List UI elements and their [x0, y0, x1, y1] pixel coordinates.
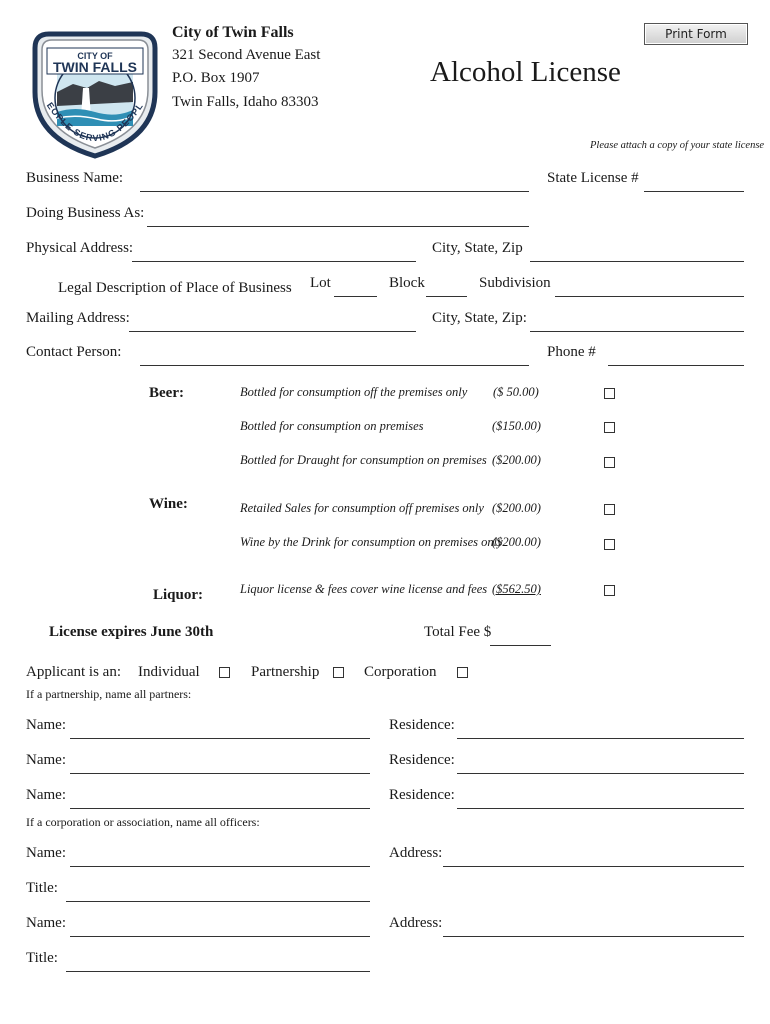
officer-1-address-underline — [443, 866, 744, 867]
partner-2-residence-label: Residence: — [389, 752, 455, 768]
option-beer-draught-fee: ($200.00) — [492, 453, 541, 467]
partner-1-name-input[interactable] — [70, 719, 369, 737]
officer-1-title-input[interactable] — [66, 882, 369, 900]
officer-2-title-input[interactable] — [66, 952, 369, 970]
block-input[interactable] — [426, 278, 467, 296]
mailing-city-state-zip-input[interactable] — [530, 312, 744, 330]
partner-3-residence-label: Residence: — [389, 787, 455, 803]
mailing-city-state-zip-underline — [530, 331, 744, 332]
physical-address-underline — [132, 261, 416, 262]
liquor-heading: Liquor: — [153, 587, 204, 603]
license-expiry-note: License expires June 30th — [49, 624, 214, 640]
option-beer-off-premises-desc: Bottled for consumption off the premises only — [240, 385, 468, 399]
partner-3-name-label: Name: — [26, 787, 66, 803]
partner-1-residence-label: Residence: — [389, 717, 455, 733]
partner-3-name-input[interactable] — [70, 789, 369, 807]
phone-label: Phone # — [547, 344, 596, 360]
option-beer-on-premises-desc: Bottled for consumption on premises — [240, 419, 424, 433]
officer-1-title-label: Title: — [26, 880, 58, 896]
contact-person-label: Contact Person: — [26, 344, 122, 360]
beer-heading: Beer: — [149, 385, 184, 401]
officer-1-name-label: Name: — [26, 845, 66, 861]
dba-underline — [147, 226, 529, 227]
partner-3-residence-underline — [457, 808, 744, 809]
logo-top-text: CITY OF — [77, 51, 113, 61]
lot-label: Lot — [310, 275, 331, 291]
physical-address-label: Physical Address: — [26, 240, 134, 256]
applicant-type-label: Applicant is an: — [26, 664, 121, 680]
partner-2-name-label: Name: — [26, 752, 66, 768]
subdivision-input[interactable] — [555, 278, 744, 296]
option-liquor-fee: ($562.50) — [492, 582, 541, 596]
individual-label: Individual — [138, 664, 200, 680]
state-license-input[interactable] — [644, 172, 744, 190]
partnership-checkbox[interactable] — [333, 667, 344, 678]
physical-address-input[interactable] — [132, 242, 415, 260]
officer-2-name-input[interactable] — [70, 917, 369, 935]
lot-underline — [334, 296, 377, 297]
partner-2-name-underline — [70, 773, 370, 774]
city-state-zip-label: City, State, Zip — [432, 240, 523, 256]
form-title: Alcohol License — [430, 56, 621, 88]
logo-motto-text: EOPLE SERVING PEOPL — [44, 100, 146, 144]
business-name-label: Business Name: — [26, 170, 124, 186]
option-beer-off-premises-fee: ($ 50.00) — [493, 385, 539, 399]
partner-1-name-underline — [70, 738, 370, 739]
officer-2-name-underline — [70, 936, 370, 937]
partner-1-residence-input[interactable] — [457, 719, 744, 737]
dba-input[interactable] — [147, 207, 528, 225]
total-fee-label: Total Fee $ — [424, 624, 492, 640]
option-wine-retail-fee: ($200.00) — [492, 501, 541, 515]
partner-1-residence-underline — [457, 738, 744, 739]
address-line-3: Twin Falls, Idaho 83303 — [172, 94, 319, 110]
option-beer-on-premises-checkbox[interactable] — [604, 422, 615, 433]
option-wine-by-drink-desc: Wine by the Drink for consumption on premises only — [240, 535, 503, 549]
city-state-zip-input[interactable] — [530, 242, 744, 260]
city-logo — [27, 26, 163, 160]
business-name-underline — [140, 191, 529, 192]
option-wine-retail-checkbox[interactable] — [604, 504, 615, 515]
option-liquor-desc: Liquor license & fees cover wine license and fees — [240, 582, 488, 596]
legal-description-label: Legal Description of Place of Business — [58, 280, 292, 296]
mailing-address-underline — [129, 331, 416, 332]
logo-name-text: TWIN FALLS — [53, 59, 137, 75]
option-beer-draught-checkbox[interactable] — [604, 457, 615, 468]
option-beer-off-premises-checkbox[interactable] — [604, 388, 615, 399]
mailing-address-input[interactable] — [129, 312, 415, 330]
partners-note: If a partnership, name all partners: — [26, 687, 192, 701]
option-wine-by-drink-checkbox[interactable] — [604, 539, 615, 550]
block-underline — [426, 296, 467, 297]
corporation-label: Corporation — [364, 664, 437, 680]
partner-1-name-label: Name: — [26, 717, 66, 733]
phone-underline — [608, 365, 744, 366]
subdivision-label: Subdivision — [479, 275, 551, 291]
partner-3-name-underline — [70, 808, 370, 809]
officers-note: If a corporation or association, name all officers: — [26, 815, 260, 829]
contact-person-input[interactable] — [140, 346, 528, 364]
city-name: City of Twin Falls — [172, 24, 294, 41]
officer-1-name-input[interactable] — [70, 847, 369, 865]
total-fee-input[interactable] — [490, 627, 550, 645]
lot-input[interactable] — [334, 278, 377, 296]
attach-license-note: Please attach a copy of your state license — [590, 140, 765, 151]
dba-label: Doing Business As: — [26, 205, 145, 221]
partner-3-residence-input[interactable] — [457, 789, 744, 807]
officer-1-name-underline — [70, 866, 370, 867]
city-state-zip-underline — [530, 261, 744, 262]
mailing-address-label: Mailing Address: — [26, 310, 130, 326]
officer-2-address-underline — [443, 936, 744, 937]
block-label: Block — [389, 275, 425, 291]
partner-2-name-input[interactable] — [70, 754, 369, 772]
officer-2-title-underline — [66, 971, 370, 972]
option-wine-retail-desc: Retailed Sales for consumption off premises only — [240, 501, 484, 515]
individual-checkbox[interactable] — [219, 667, 230, 678]
total-fee-underline — [490, 645, 551, 646]
option-wine-by-drink-fee: ($200.00) — [492, 535, 541, 549]
address-line-2: P.O. Box 1907 — [172, 70, 260, 86]
contact-person-underline — [140, 365, 529, 366]
wine-heading: Wine: — [149, 496, 188, 512]
state-license-underline — [644, 191, 744, 192]
officer-1-address-input[interactable] — [443, 847, 744, 865]
partner-2-residence-input[interactable] — [457, 754, 744, 772]
officer-1-address-label: Address: — [389, 845, 443, 861]
officer-1-title-underline — [66, 901, 370, 902]
state-license-label: State License # — [547, 170, 639, 186]
print-form-button[interactable]: Print Form — [644, 23, 748, 45]
mailing-city-state-zip-label: City, State, Zip: — [432, 310, 527, 326]
officer-2-name-label: Name: — [26, 915, 66, 931]
subdivision-underline — [555, 296, 744, 297]
officer-2-title-label: Title: — [26, 950, 58, 966]
option-beer-on-premises-fee: ($150.00) — [492, 419, 541, 433]
corporation-checkbox[interactable] — [457, 667, 468, 678]
option-beer-draught-desc: Bottled for Draught for consumption on premises — [240, 453, 487, 467]
option-liquor-checkbox[interactable] — [604, 585, 615, 596]
partnership-label: Partnership — [251, 664, 320, 680]
address-line-1: 321 Second Avenue East — [172, 47, 321, 63]
partner-2-residence-underline — [457, 773, 744, 774]
officer-2-address-label: Address: — [389, 915, 443, 931]
phone-input[interactable] — [608, 346, 744, 364]
business-name-input[interactable] — [140, 172, 528, 190]
officer-2-address-input[interactable] — [443, 917, 744, 935]
